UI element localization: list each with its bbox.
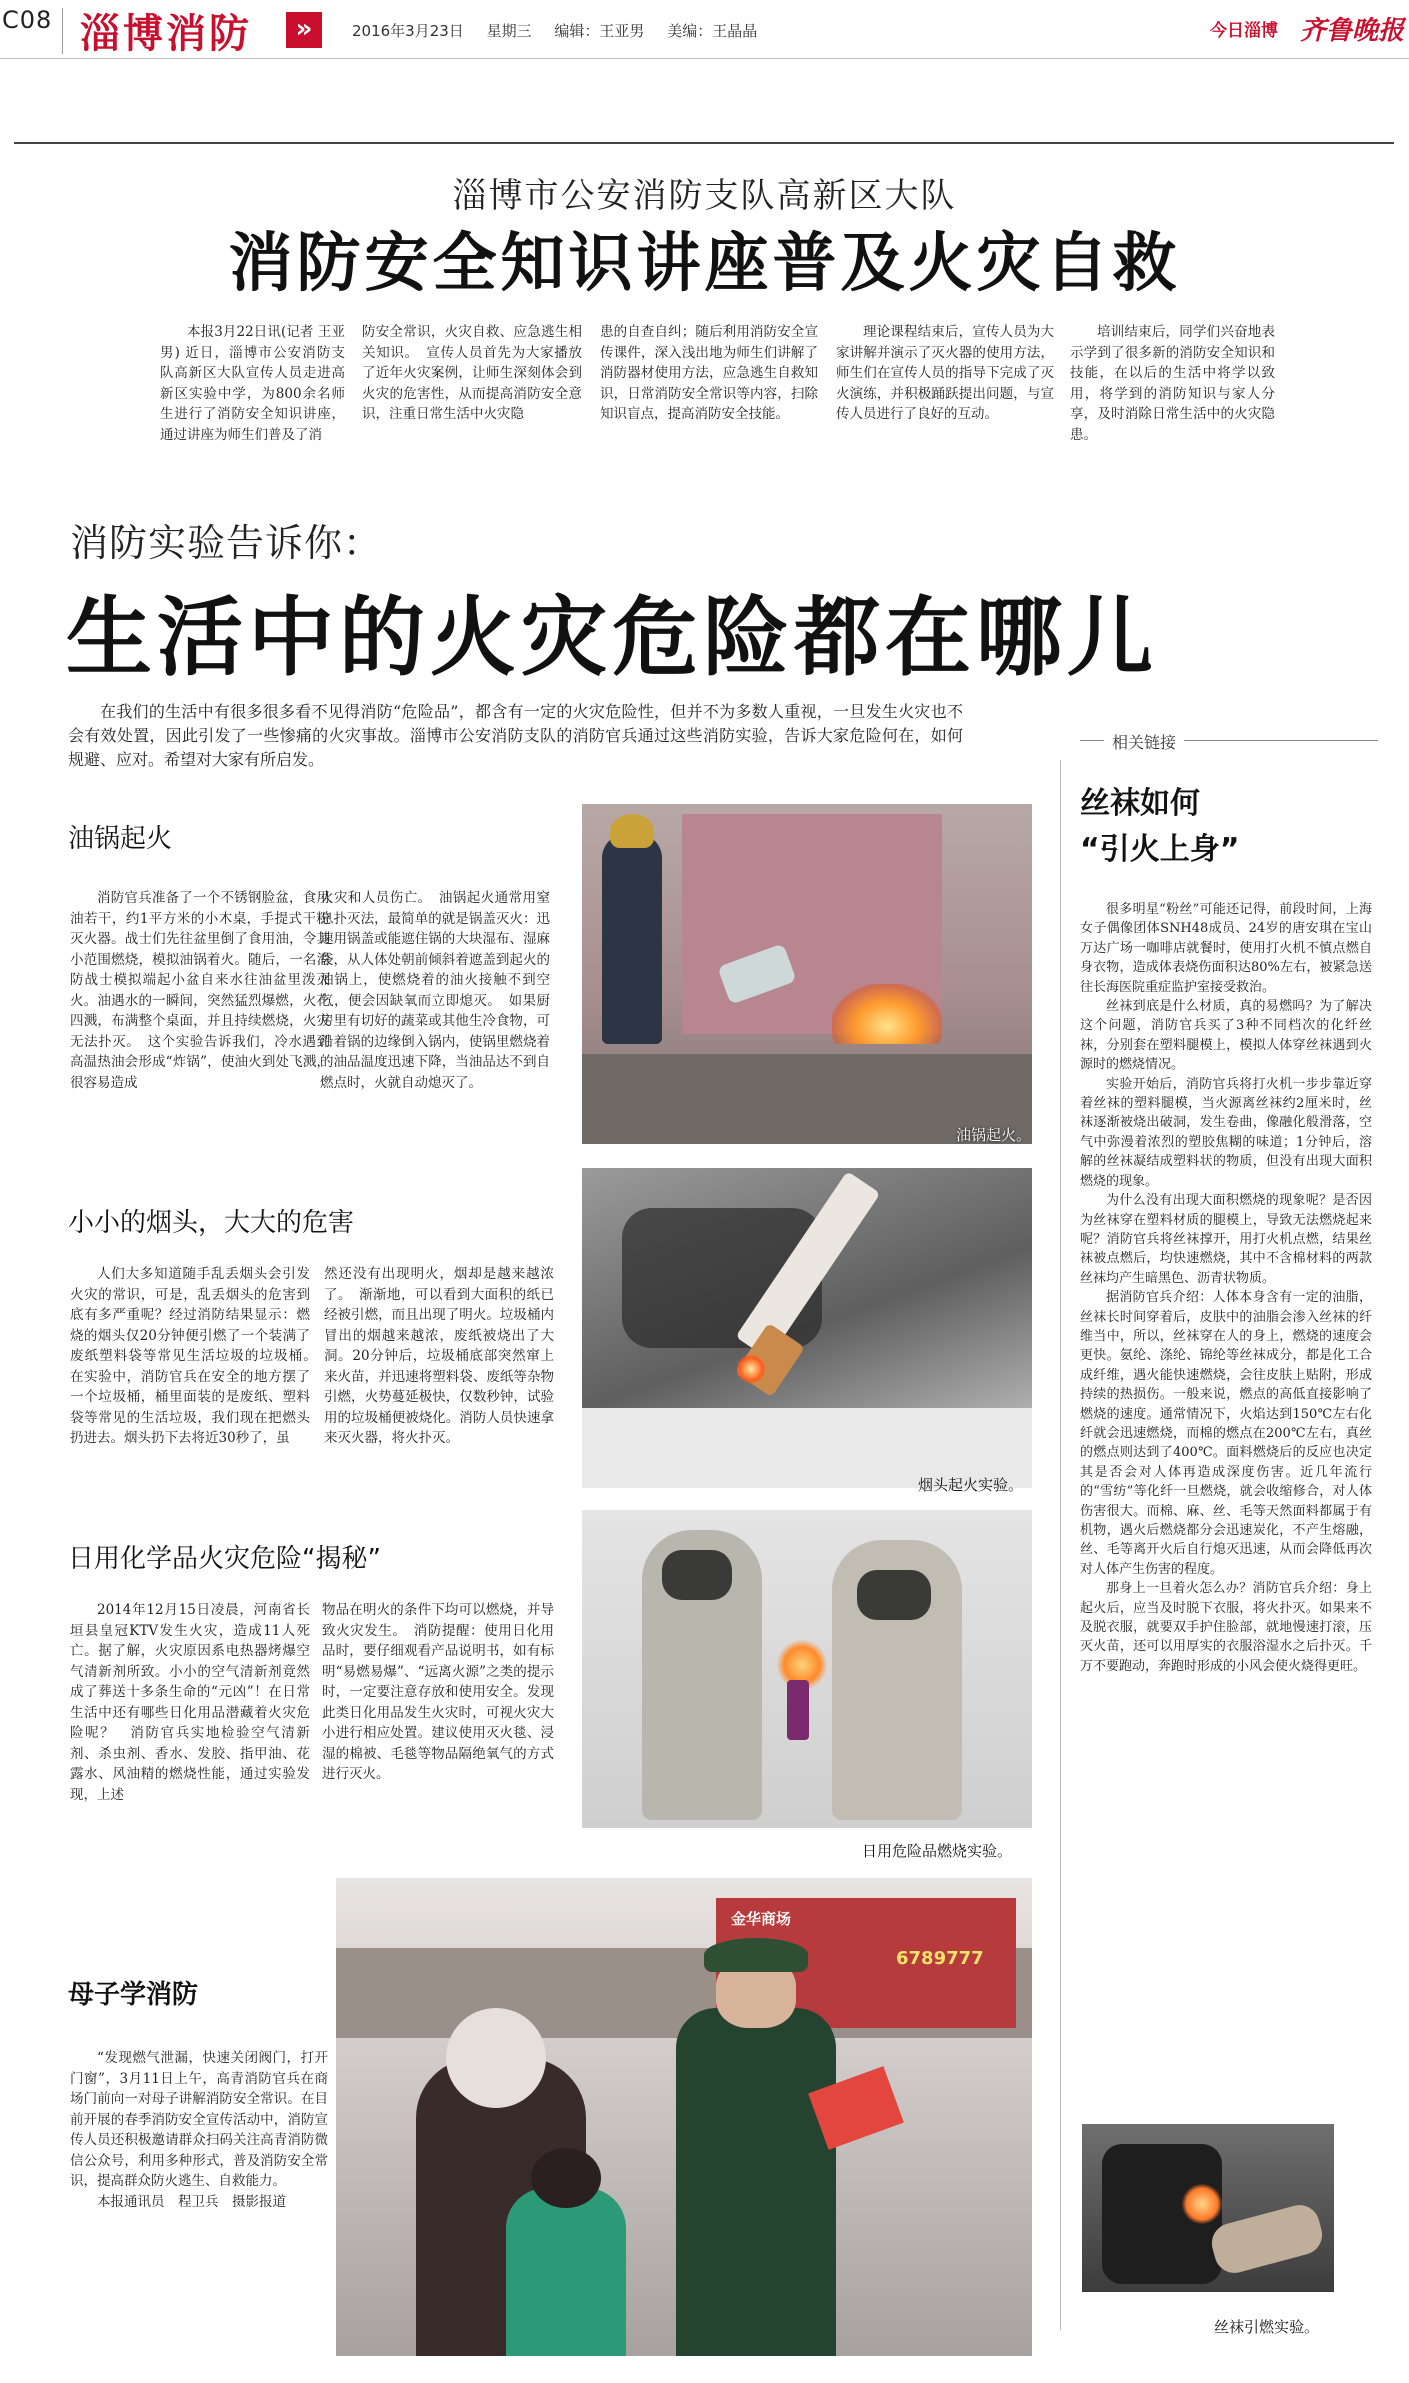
sidebar-paragraph: 那身上一旦着火怎么办？消防官兵介绍：身上起火后，应当及时脱下衣服，将火扑灭。如果来不及脱衣服，就要双手护住脸部，就地慢速打滚，压灭火苗，还可以用厚实的衣服浴湿水之后扑灭。千万不要跑动，奔跑时形成的小风会使火烧得更旺。 (1080, 1581, 1372, 1674)
mother-child-body (70, 2048, 328, 2212)
story1-col-5 (1070, 322, 1275, 445)
cigarette-col-2 (324, 1264, 554, 1449)
story1-paragraph: 防安全常识，火灾自救、应急逃生相关知识。 宣传人员首先为大家播放了近年火灾案例，让师生深刻体会到火灾的危害性，从而提高消防安全意识，注重日常生活中火灾隐 (362, 324, 582, 422)
section-title: 淄博消防 (80, 11, 252, 57)
cigarette-text: 人们大多知道随手乱丢烟头会引发火灾的常识，可是，乱丢烟头的危害到底有多严重呢？经过消防结果显示：燃烧的烟头仅20分钟便引燃了一个装满了废纸塑料袋等常见生活垃圾的垃圾桶。 在实验中，消防官兵在安全的地方摆了一个垃圾桶，桶里面装的是废纸、塑料袋等常见的生活垃圾，我们现在把燃头扔进去。烟头扔下去将近30秒了，虽 (70, 1266, 324, 1446)
cigarette-text: 然还没有出现明火，烟却是越来越浓了。 渐渐地，可以看到大面积的纸已经被引燃，而且出现了明火。垃圾桶内冒出的烟越来越浓，废纸被烧出了大洞。20分钟后，垃圾桶底部突然窜上来火苗，并迅速将塑料袋、废纸等杂物引燃，火势蔓延极快，仅数秒钟，试验用的垃圾桶便被烧化。消防人员快速拿来灭火器，将火扑灭。 (324, 1266, 554, 1446)
oil-fire-photo (582, 804, 1032, 1144)
mother-child-title: 母子学消防 (68, 1980, 199, 2010)
chemical-caption: 日用危险品燃烧实验。 (862, 1842, 1013, 1860)
masthead-rule (0, 58, 1409, 59)
oil-fire-col-1 (70, 888, 330, 1093)
story1-col-4 (836, 322, 1054, 425)
brand-small: 今日淄博 (1210, 21, 1278, 41)
stocking-photo (1082, 2124, 1334, 2292)
story2-intro-text: 在我们的生活中有很多很多看不见得消防“危险品”，都含有一定的火灾危险性，但并不为多数人重视，一旦发生火灾也不会有效处置，因此引发了一些惨痛的火灾事故。淄博市公安消防支队的消防官兵通过这些消防实验，告诉大家危险何在，如何规避、应对。希望对大家有所启发。 (68, 702, 963, 769)
cigarette-col-1 (70, 1264, 324, 1449)
oil-fire-col-2 (320, 888, 550, 1093)
sidebar-paragraph: 为什么没有出现大面积燃烧的现象呢？是否因为丝袜穿在塑料材质的腿模上，导致无法燃烧起来呢？消防官兵将丝袜撑开，用打火机点燃，结果丝袜被点燃后，均快速燃烧，其中不含棉材料的两款丝袜均产生暗黑色、沥青状物质。 (1080, 1193, 1372, 1286)
sidebar-paragraph: 丝袜到底是什么材质，真的易燃吗？为了解决这个问题，消防官兵买了3种不同档次的化纤丝袜，分别套在塑料腿模上，模拟人体穿丝袜遇到火源时的燃烧情况。 (1080, 999, 1372, 1073)
photo-sign-text: 6789777 (896, 1948, 984, 1969)
chemical-col-1 (70, 1600, 310, 1805)
sidebar-vertical-rule (1060, 760, 1061, 2330)
story1-paragraph: 理论课程结束后，宣传人员为大家讲解并演示了灭火器的使用方法，师生们在宣传人员的指导下完成了灭火演练，并积极踊跃提出问题，与宣传人员进行了良好的互动。 (836, 324, 1054, 422)
oil-fire-text: 火灾和人员伤亡。 油锅起火通常用窒息扑灭法，最简单的就是锅盖灭火：迅速用锅盖或能遮住锅的大块湿布、湿麻袋，从人体处朝前倾斜着遮盖到起火的油锅上，使燃烧着的油火接触不到空气，便会因缺氧而立即熄灭。 如果厨房里有切好的蔬菜或其他生冷食物，可沿着锅的边缘倒入锅内，使锅里燃烧着的油品温度迅速下降，当油品达不到自燃点时，火就自动熄灭了。 (320, 890, 550, 1091)
masthead-meta (352, 20, 757, 41)
mother-child-text: “发现燃气泄漏，快速关闭阀门，打开门窗”，3月11日上午，高青消防官兵在商场门前向一对母子讲解消防安全常识。在目前开展的春季消防安全宣传活动中，消防宣传人员还积极邀请群众扫码关注高青消防微信公众号，利用多种形式，普及消防安全常识，提高群众防火逃生、自救能力。 (70, 2050, 328, 2189)
sidebar-paragraph: 实验开始后，消防官兵将打火机一步步靠近穿着丝袜的塑料腿模，当火源离丝袜约2厘米时，丝袜逐渐被烧出破洞，发生卷曲，像融化般滑落，空气中弥漫着浓烈的塑胶焦糊的味道；1分钟后，溶解的丝袜凝结成塑料状的物质，但没有出现大面积燃烧的现象。 (1080, 1076, 1372, 1189)
pub-date: 2016年3月23日 (352, 22, 464, 40)
sidebar-title-line2: “引火上身” (1080, 832, 1240, 867)
story2-intro (68, 700, 963, 772)
sidebar-paragraph: 据消防官兵介绍：人体本身含有一定的油脂，丝袜长时间穿着后，皮肤中的油脂会渗入丝袜的纤维当中，所以，丝袜穿在人的身上，燃烧的速度会更快。氨纶、涤纶、锦纶等丝袜成分，都是化工合成纤维，遇火能快速燃烧，会往皮肤上贴附，形成持续的热损伤。一般来说，燃点的高低直接影响了燃烧的速度。通常情况下，火焰达到150℃左右化纤就会迅速燃烧，而棉的燃点在200℃左右，真丝的燃点则达到了400℃。面料燃烧后的反应也决定其是否会对人体再造成深度伤害。近几年流行的“雪纺”等化纤一旦燃烧，就会收缩修合，对人体伤害很大。而棉、麻、丝、毛等天然面料都属于有机物，遇火后燃烧都分会迅速炭化，不产生熔融，丝、毛等离开火后自行熄灭迅速，从而会降低再次对人体产生伤害的程度。 (1080, 1290, 1372, 1577)
page-number: C08 (2, 6, 53, 34)
oil-fire-text: 消防官兵准备了一个不锈钢脸盆，食用油若干，约1平方米的小木桌，手提式干粉灭火器。战士们先往盆里倒了食用油，令其小范围燃烧，模拟油锅着火。随后，一名消防战士模拟端起小盆自来水往油盆里泼灭火。油遇水的一瞬间，突然猛烈爆燃，火花四溅，布满整个桌面，并且持续燃烧，火灾无法扑灭。 这个实验告诉我们，冷水遇到高温热油会形成“炸锅”，使油火到处飞溅，很容易造成 (70, 890, 330, 1091)
chemical-text: 2014年12月15日凌晨，河南省长垣县皇冠KTV发生火灾，造成11人死亡。据了解，火灾原因系电热器烤爆空气清新剂所致。小小的空气清新剂竟然成了葬送十多条生命的“元凶”！在日常生活中还有哪些日化用品潜藏着火灾危险呢？ 消防官兵实地检验空气清新剂、杀虫剂、香水、发胶、指甲油、花露水、风油精的燃烧性能，通过实验发现，上述 (70, 1602, 310, 1803)
oil-fire-caption: 油锅起火。 (956, 1126, 1032, 1144)
chemical-col-2 (322, 1600, 554, 1785)
chemical-photo (582, 1510, 1032, 1828)
story2-headline: 生活中的火灾危险都在哪儿 (66, 588, 1158, 688)
story1-col-3 (600, 322, 818, 425)
story1-col-2 (362, 322, 582, 425)
mother-child-photo (336, 1878, 1032, 2356)
chemical-title: 日用化学品火灾危险“揭秘” (68, 1544, 381, 1574)
brand-logo: 齐鲁晚报 (1300, 16, 1405, 46)
oil-fire-title: 油锅起火 (68, 824, 173, 854)
pub-weekday: 星期三 (486, 22, 532, 40)
cigarette-caption: 烟头起火实验。 (918, 1476, 1024, 1494)
story1-col-1 (160, 322, 345, 445)
editor-credit: 编辑：王亚男 (554, 22, 645, 40)
sidebar-title-line1: 丝袜如何 (1080, 786, 1200, 821)
story2-kicker: 消防实验告诉你： (70, 521, 383, 565)
cigarette-photo (582, 1168, 1032, 1488)
chemical-text: 物品在明火的条件下均可以燃烧，并导致火灾发生。 消防提醒：使用日化用品时，要仔细观看产品说明书，如有标明“易燃易爆”、“远离火源”之类的提示时，一定要注意存放和使用安全。发现此类日化用品发生火灾时，可视火灾大小进行相应处置。建议使用灭火毯、浸湿的棉被、毛毯等物品隔绝氧气的方式进行灭火。 (322, 1602, 554, 1782)
section-arrow-icon: » (286, 12, 322, 48)
story1-top-rule (14, 142, 1394, 144)
stocking-caption: 丝袜引燃实验。 (1214, 2318, 1320, 2336)
story1-paragraph: 本报3月22日讯(记者 王亚男) 近日，淄博市公安消防支队高新区大队宣传人员走进高新区实验中学，为800余名师生进行了消防安全知识讲座，通过讲座为师生们普及了消 (160, 324, 345, 443)
designer-credit: 美编：王晶晶 (667, 22, 758, 40)
story1-headline: 消防安全知识讲座普及火灾自救 (228, 227, 1181, 301)
story1-paragraph: 培训结束后，同学们兴奋地表示学到了很多新的消防安全知识和技能，在以后的生活中将学以致用，将学到的消防知识与家人分享，及时消除日常生活中的火灾隐患。 (1070, 324, 1275, 443)
mother-child-byline: 本报通讯员 程卫兵 摄影报道 (97, 2193, 286, 2210)
story1-paragraph: 患的自查自纠；随后利用消防安全宣传课件，深入浅出地为师生们讲解了消防器材使用方法，应急逃生自救知识，日常消防安全常识等内容，扫除知识盲点，提高消防安全技能。 (600, 324, 818, 422)
sidebar-paragraph: 很多明星“粉丝”可能还记得，前段时间，上海女子偶像团体SNH48成员、24岁的唐安琪在宝山万达广场一咖啡店就餐时，使用打火机不慎点燃自身衣物，造成体表烧伤面积达80%左右，被紧急送往长海医院重症监护室接受救治。 (1080, 902, 1372, 995)
sidebar-body (1080, 900, 1372, 2120)
cigarette-title: 小小的烟头，大大的危害 (68, 1208, 355, 1238)
related-link-label: 相关链接 (1104, 730, 1184, 753)
photo-sign-text: 金华商场 (731, 1910, 792, 1928)
masthead-divider (62, 8, 63, 54)
story1-kicker: 淄博市公安消防支队高新区大队 (452, 176, 957, 216)
